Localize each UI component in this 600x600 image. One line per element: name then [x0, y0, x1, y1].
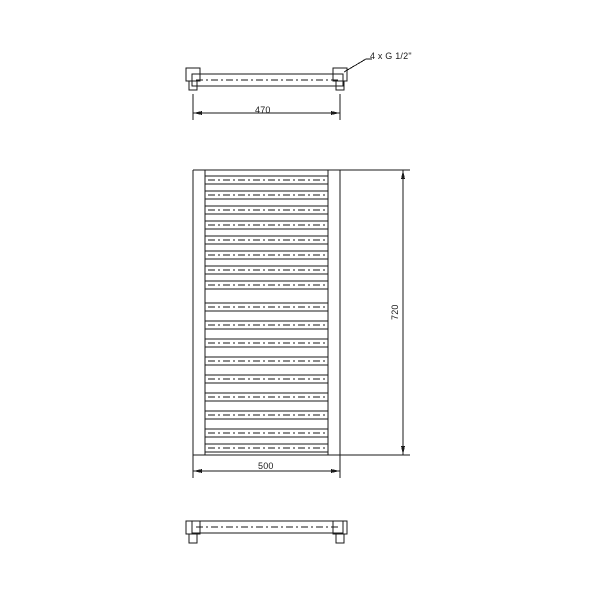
dimension-500-label: 500 — [258, 461, 274, 471]
top-view-geometry — [186, 68, 347, 90]
connection-leader-line — [344, 59, 372, 72]
dimension-720-label: 720 — [390, 304, 400, 320]
rails — [205, 176, 328, 452]
front-view-geometry — [193, 170, 340, 455]
dimension-470-label: 470 — [255, 105, 271, 115]
bottom-view-geometry — [186, 521, 347, 543]
connection-note-label: 4 x G 1/2" — [370, 51, 412, 61]
